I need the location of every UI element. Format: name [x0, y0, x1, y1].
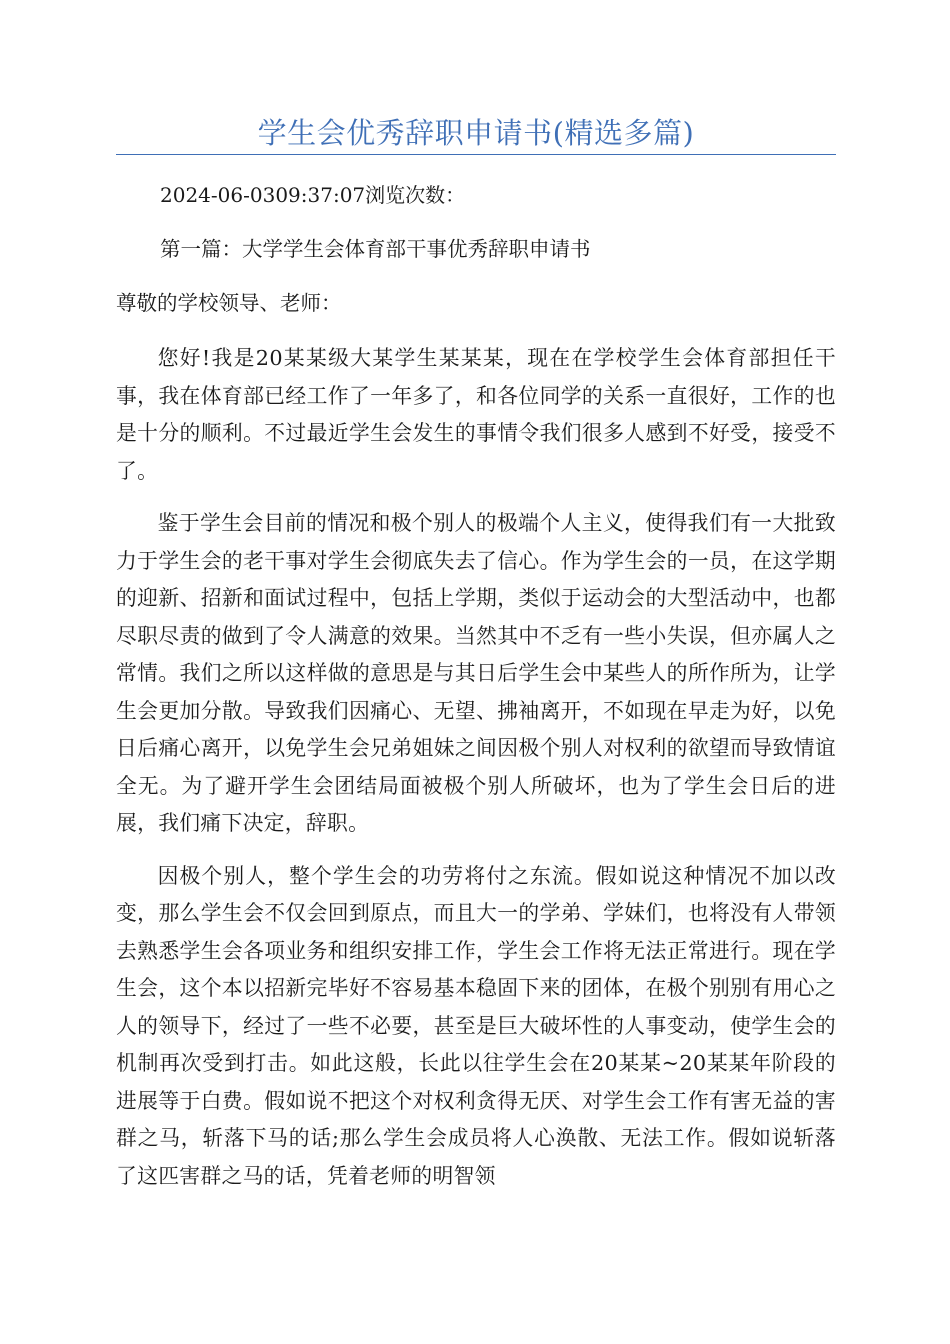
salutation: 尊敬的学校领导、老师： [116, 291, 342, 315]
publish-meta: 2024-06-0309:37:07浏览次数： [160, 183, 466, 207]
section-heading: 第一篇：大学学生会体育部干事优秀辞职申请书 [160, 237, 591, 261]
document-title: 学生会优秀辞职申请书(精选多篇) [257, 116, 695, 150]
paragraph-2: 鉴于学生会目前的情况和极个别人的极端个人主义，使得我们有一大批致力于学生会的老干事对学生会彻底失去了信心。作为学生会的一员，在这学期的迎新、招新和面试过程中，包括上学期，类似于运动会的大型活动中，也都尽职尽责的做到了令人满意的效果。当然其中不乏有一些小失误，但亦属人之常情。我们之所以这样做的意思是与其日后学生会中某些人的所作所为，让学生会更加分散。导致我们因痛心、无望、拂袖离开，不如现在早走为好，以免日后痛心离开，以免学生会兄弟姐妹之间因极个别人对权利的欲望而导致情谊全无。为了避开学生会团结局面被极个别人所破坏，也为了学生会日后的进展，我们痛下决定，辞职。 [116, 511, 836, 835]
title-underline [116, 154, 836, 155]
letter-body [116, 340, 836, 1210]
paragraph-1: 您好!我是20某某级大某学生某某某，现在在学校学生会体育部担任干事，我在体育部已经工作了一年多了，和各位同学的关系一直很好，工作的也是十分的顺利。不过最近学生会发生的事情令我们很多人感到不好受，接受不了。 [116, 346, 836, 483]
paragraph-3: 因极个别人，整个学生会的功劳将付之东流。假如说这种情况不加以改变，那么学生会不仅会回到原点，而且大一的学弟、学妹们，也将没有人带领去熟悉学生会各项业务和组织安排工作，学生会工作将无法正常进行。现在学生会，这个本以招新完毕好不容易基本稳固下来的团体，在极个别别有用心之人的领导下，经过了一些不必要，甚至是巨大破坏性的人事变动，使学生会的机制再次受到打击。如此这般，长此以往学生会在20某某~20某某年阶段的进展等于白费。假如说不把这个对权利贪得无厌、对学生会工作有害无益的害群之马，斩落下马的话;那么学生会成员将人心涣散、无法工作。假如说斩落了这匹害群之马的话，凭着老师的明智领 [116, 863, 836, 1188]
